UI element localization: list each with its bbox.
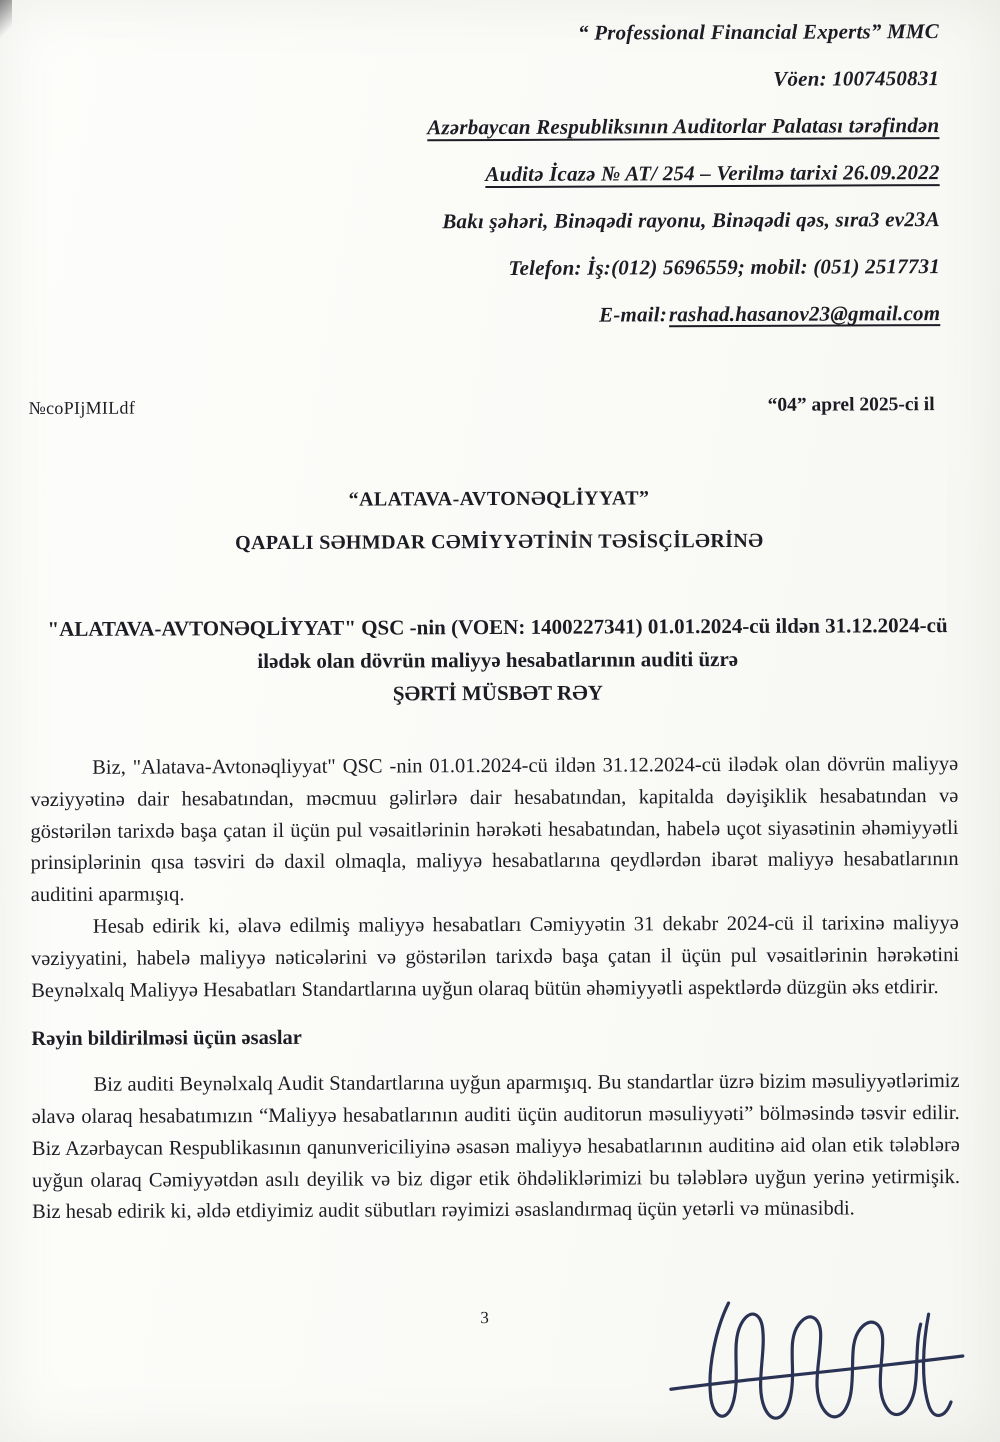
signature-ink-strokes xyxy=(666,1288,969,1439)
addressee-founders: QAPALI SƏHMDAR CƏMİYYƏTİNİN TƏSİSÇİLƏRİNƏ xyxy=(235,529,764,555)
paragraph-basis: Biz auditi Beynəlxalq Audit Standartlarına uyğun aparmışıq. Bu standartlar üzrə bizim məsuliyyətlərimiz əlavə olaraq hesabatımızın “Maliyyə hesabatlarının auditi üçün auditorun məsuliyyəti” bölməsində təsvir edilir. Biz Azərbaycan Respublikasının qanunvericiliyinə əsasən maliyyə hesabatlarının auditinə aid olan etik tələblərə uyğun olaraq Cəmiyyətdən asılı deyilik və biz digər etik öhdəliklərimizi bu tələblərə uyğun yerinə yetirmişik. Biz hesab edirik ki, əldə etdiyimiz audit sübutları rəyimizi əsaslandırmaq üçün yetərli və münasibdi. xyxy=(31,1070,961,1224)
page-number: 3 xyxy=(480,1308,489,1328)
subject-block xyxy=(34,609,962,712)
addressee-block xyxy=(0,482,999,559)
company-address: Bakı şəhəri, Binəqədi rayonu, Binəqədi qəs, sıra3 ev23A xyxy=(442,207,940,234)
document-number: №coPIjMILdf xyxy=(28,397,136,419)
report-body xyxy=(30,749,960,1229)
letterhead xyxy=(0,8,940,341)
basis-for-opinion-heading: Rəyin bildirilməsi üçün əsaslar xyxy=(31,1027,302,1051)
company-phone: Telefon: İş:(012) 5696559; mobil: (051) 2517731 xyxy=(508,254,941,280)
company-voen: Vöen: 1007450831 xyxy=(773,66,940,91)
email-address: rashad.hasanov23@gmail.com xyxy=(668,301,941,327)
opinion-type: ŞƏRTİ MÜSBƏT RƏY xyxy=(392,680,603,706)
subject-text: "ALATAVA-AVTONƏQLİYYAT" QSC -nin (VOEN: 1400227341) 01.01.2024-cü ildən 31.12.2024-cü ilədək olan dövrün maliyyə hesabatlarının auditi üzrə xyxy=(47,613,948,674)
email-label: E-mail: xyxy=(599,302,668,327)
email-line xyxy=(0,290,940,341)
paragraph-audit-scope: Biz, "Alatava-Avtonəqliyyat" QSC -nin 01.01.2024-cü ildən 31.12.2024-cü ilədək olan dövrün maliyyə vəziyyətinə dair hesabatından, məcmuu gəlirlərə dair hesabatından, kapitalda dəyişiklik hesabatından və göstərilən tarixdə başa çatan il üçün pul vəsaitlərinin hərəkəti hesabatından, habelə uçot siyasətinin əhəmiyyətli prinsiplərinin qısa təsviri də daxil olmaqla, maliyyə hesabatlarına qeydlərdən ibarət maliyyə hesabatlarının auditini aparmışıq. xyxy=(30,753,959,907)
reference-row xyxy=(29,394,935,420)
auditor-chamber-line: Azərbaycan Respubliksının Auditorlar Palatası tərəfindən xyxy=(427,113,940,140)
paragraph-opinion: Hesab edirik ki, əlavə edilmiş maliyyə hesabatları Cəmiyyətin 31 dekabr 2024-cü il tarixinə maliyyə vəziyyatini, habelə maliyyə nəticələrini və göstərilən tarixdə başa çatan il üçün pul vəsaitlərinin hərəkətini Beynəlxalq Maliyyə Hesabatları Standartlarına uyğun olaraq bütün əhəmiyyətli aspektlərdə düzgün əks etdirir. xyxy=(30,911,960,1002)
company-name: “ Professional Financial Experts” MMC xyxy=(577,19,940,45)
document-date: “04” aprel 2025-ci il xyxy=(767,394,935,416)
handwritten-signature xyxy=(666,1288,969,1439)
addressee-company: “ALATAVA-AVTONƏQLİYYAT” xyxy=(348,487,650,511)
audit-license-line: Auditə İcazə № AT/ 254 – Verilmə tarixi 26.09.2022 xyxy=(485,160,940,187)
